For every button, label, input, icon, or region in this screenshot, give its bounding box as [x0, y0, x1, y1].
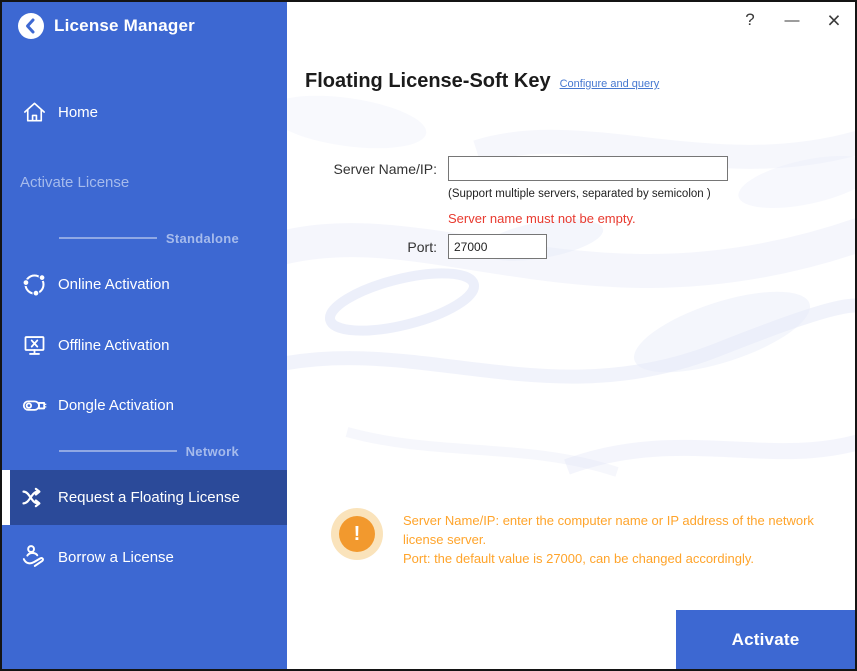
- server-name-row: [287, 156, 728, 181]
- sidebar-group-activate-license: [2, 162, 287, 202]
- section-divider-line: [59, 450, 177, 452]
- port-label: Port:: [407, 238, 437, 255]
- page-heading: [305, 70, 659, 93]
- server-name-hint: (Support multiple servers, separated by semicolon ): [448, 188, 711, 200]
- sidebar-item-online-activation[interactable]: [2, 264, 287, 304]
- sidebar-item-borrow-license[interactable]: [2, 537, 287, 577]
- sidebar-item-label: Dongle Activation: [58, 396, 174, 414]
- offline-activation-icon: [20, 331, 48, 359]
- server-name-input[interactable]: [448, 156, 728, 181]
- app-header-back[interactable]: [18, 13, 195, 39]
- sidebar-item-home[interactable]: [2, 92, 287, 132]
- sidebar-item-label: Offline Activation: [58, 336, 170, 354]
- sidebar-item-label: Borrow a License: [58, 548, 174, 566]
- dongle-activation-icon: [20, 391, 48, 419]
- sidebar-item-label: Request a Floating License: [58, 489, 240, 506]
- page-title: Floating License-Soft Key: [305, 70, 551, 92]
- configure-and-query-link[interactable]: Configure and query: [559, 78, 660, 90]
- sidebar: [2, 2, 287, 669]
- app-title: License Manager: [54, 16, 195, 35]
- close-icon[interactable]: ×: [827, 6, 841, 33]
- sidebar-section-network: [59, 437, 239, 465]
- request-floating-license-icon: [20, 484, 48, 512]
- online-activation-icon: [20, 270, 48, 298]
- port-row: [287, 234, 547, 259]
- port-input[interactable]: [448, 234, 547, 259]
- minimize-icon[interactable]: —: [784, 11, 800, 29]
- section-divider-line: [59, 237, 157, 239]
- section-label: Standalone: [165, 230, 239, 246]
- sidebar-item-request-floating-license[interactable]: [2, 470, 287, 525]
- info-note-text: [403, 508, 843, 568]
- sidebar-section-standalone: [59, 224, 239, 252]
- activate-button[interactable]: Activate: [676, 610, 855, 669]
- info-note-line2: Port: the default value is 27000, can be changed accordingly.: [403, 551, 754, 566]
- main-panel: [287, 2, 855, 669]
- info-note-line1: Server Name/IP: enter the computer name or IP address of the network license server.: [403, 513, 814, 547]
- server-name-error: Server name must not be empty.: [448, 211, 636, 226]
- sidebar-item-label: Online Activation: [58, 275, 170, 293]
- window-controls: [739, 6, 845, 34]
- sidebar-item-offline-activation[interactable]: [2, 325, 287, 365]
- info-note: [331, 508, 843, 568]
- sidebar-item-dongle-activation[interactable]: [2, 385, 287, 425]
- back-icon: [18, 13, 44, 39]
- sidebar-item-label: Home: [58, 103, 99, 121]
- section-label: Network: [185, 443, 239, 459]
- help-icon[interactable]: ?: [745, 10, 755, 29]
- selected-indicator-bar: [2, 470, 10, 525]
- sidebar-group-label: Activate License: [20, 173, 130, 191]
- home-icon: [20, 98, 48, 126]
- server-name-label: Server Name/IP:: [333, 160, 437, 177]
- borrow-license-icon: [20, 543, 48, 571]
- warning-exclamation-icon: !: [331, 508, 383, 560]
